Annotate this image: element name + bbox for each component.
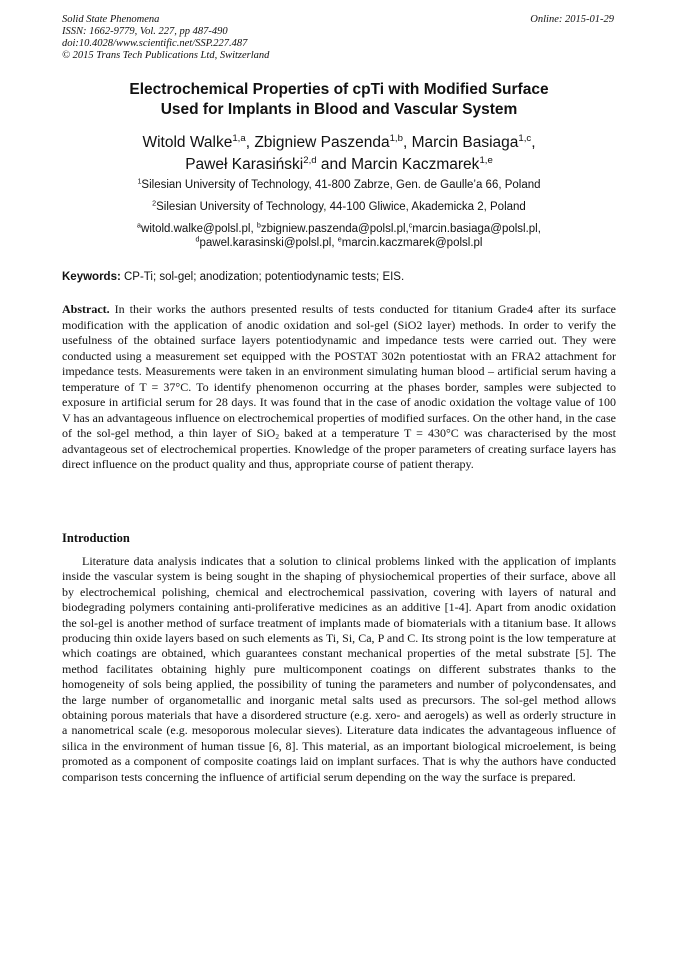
author-list (62, 132, 616, 176)
author-name: Marcin Basiaga (411, 134, 519, 151)
author-sup: 1,a (232, 133, 246, 145)
journal-info (62, 14, 269, 62)
issn-line: ISSN: 1662-9779, Vol. 227, pp 487-490 (62, 26, 228, 37)
author-line-1: Witold Walke$^{1,a}$, Zbigniew Paszenda$^{1,b}$, Marcin Basiaga$^{1,c}$, (142, 133, 536, 151)
author-sup: 1,c (518, 133, 532, 145)
author-name: Witold Walke (142, 134, 233, 151)
title-line-2: Used for Implants in Blood and Vascular System (160, 101, 518, 118)
doi-line: doi:10.4028/www.scientific.net/SSP.227.487 (62, 38, 248, 49)
title-line-1: Electrochemical Properties of cpTi with Modified Surface (129, 81, 549, 98)
email-sup: b (256, 221, 261, 230)
affiliation-sup: 2 (152, 199, 157, 208)
section-heading-introduction: Introduction (62, 531, 130, 545)
author-conjunction: and (320, 156, 347, 173)
paper-title (62, 80, 616, 120)
email-link[interactable]: marcin.kaczmarek@polsl.pl (341, 237, 483, 249)
email-sup: c (408, 221, 413, 230)
affiliation-text: Silesian University of Technology, 44-100 Gliwice, Akademicka 2, Poland (156, 201, 526, 213)
abstract-text: In their works the authors presented results of tests conducted for titanium Grade4 after its surface modification with the application of anodic oxidation and sol-gel (SiO2 layer) methods. In order to verify the usefulness of the obtained surface layers potentiodynamic and impedance tests were carried out. They were conducted using a measurement set equipped with the POSTAT 302n potentiostat with an FRA2 attachment for impedance tests. Measurements were taken in an environment simulating human blood – artificial serum having a temperature of T = 37°C. To identify phenomenon occurring at the phases border, samples were subjected to exposure in artificial serum for 28 days. It was found that in the case of anodic oxidation the voltage value of 100 V has an advantageous influence on electrochemical properties of modified surfaces. On the other hand, in the case of the sol-gel method, a thin layer of SiO (62, 302, 617, 440)
keywords-text: CP-Ti; sol-gel; anodization; potentiodynamic tests; EIS. (124, 271, 405, 283)
author-sup: 2,d (303, 155, 317, 167)
affiliation-1 (62, 178, 616, 192)
affiliation-text: Silesian University of Technology, 41-800 Zabrze, Gen. de Gaulle’a 66, Poland (141, 179, 541, 191)
email-line-1 (62, 222, 616, 236)
email-link[interactable]: witold.walke@polsl.pl, (141, 223, 254, 235)
email-sup: e (337, 235, 342, 244)
author-name: Marcin Kaczmarek (351, 156, 480, 173)
copyright-line: © 2015 Trans Tech Publications Ltd, Switzerland (62, 50, 270, 61)
keywords-label: Keywords: (62, 271, 121, 283)
email-link[interactable]: marcin.basiaga@polsl.pl, (412, 223, 541, 235)
keywords (62, 270, 616, 284)
introduction-paragraph: Literature data analysis indicates that a solution to clinical problems linked with the application of implants inside the vascular system is being sought in the shaping of physiochemical properties of their surface, above all by electrochemical polishing, chemical and electrochemical passivation, covering with layers of natural and biodegrading polymers containing anti-proliferative medicines as an additive [1-4]. Apart from anodic oxidation the sol-gel is another method of surface treatment of implants made of biomaterials with a titanium base. It allows producing thin oxide layers based on such elements as Ti, Si, Ca, P and C. Its strong point is the low temperature at which coatings are obtained, which guarantees constant mechanical properties of the metal substrate [5]. The method facilitates obtaining highly pure multicomponent coatings on different substrates thanks to the homogeneity of sols being applied, the possibility of tuning the parameters and number of polycondensates, and the large number of organometallic and inorganic metal salts used as precursors. The sol-gel method allows obtaining porous materials that have a disordered structure (e.g. xero- and aerogels) as well as orderly structure in a nanometrical scale (e.g. mesoporous molecular sieves). Literature data indicates the advantageous influence of silica in the environment of human tissue [6, 8]. This material, as an important biological microelement, is being promoted as a component of composite coatings laid on implant surfaces. That is why the authors have conducted comparison tests concerning the influence of artificial serum depending on the way the surface is prepared. (62, 554, 616, 784)
email-sup: a (137, 221, 142, 230)
email-line-2 (62, 236, 616, 250)
abstract (62, 302, 616, 473)
journal-name: Solid State Phenomena (62, 14, 160, 25)
author-line-2 (62, 154, 616, 176)
email-sup: d (195, 235, 200, 244)
email-link[interactable]: pawel.karasinski@polsl.pl, (199, 237, 335, 249)
author-sup: 1,b (389, 133, 403, 145)
author-name: Paweł Karasiński (185, 156, 304, 173)
email-list (62, 222, 616, 250)
abstract-label: Abstract. (62, 302, 110, 316)
online-date: Online: 2015-01-29 (530, 14, 614, 25)
affiliation-sup: 1 (137, 177, 142, 186)
author-sup: 1,e (479, 155, 493, 167)
affiliation-2 (62, 200, 616, 214)
author-name: Zbigniew Paszenda (254, 134, 390, 151)
email-link[interactable]: zbigniew.paszenda@polsl.pl, (260, 223, 409, 235)
abstract-text-cont: baked at a temperature T = 430°C was characterised by the most advantageous set of electrochemical properties. Knowledge of the proper parameters of creating surface layers has direct influence on the product quality and thus, appropriate course of patient therapy. (62, 426, 616, 471)
abstract-subscript: 2 (275, 431, 280, 441)
